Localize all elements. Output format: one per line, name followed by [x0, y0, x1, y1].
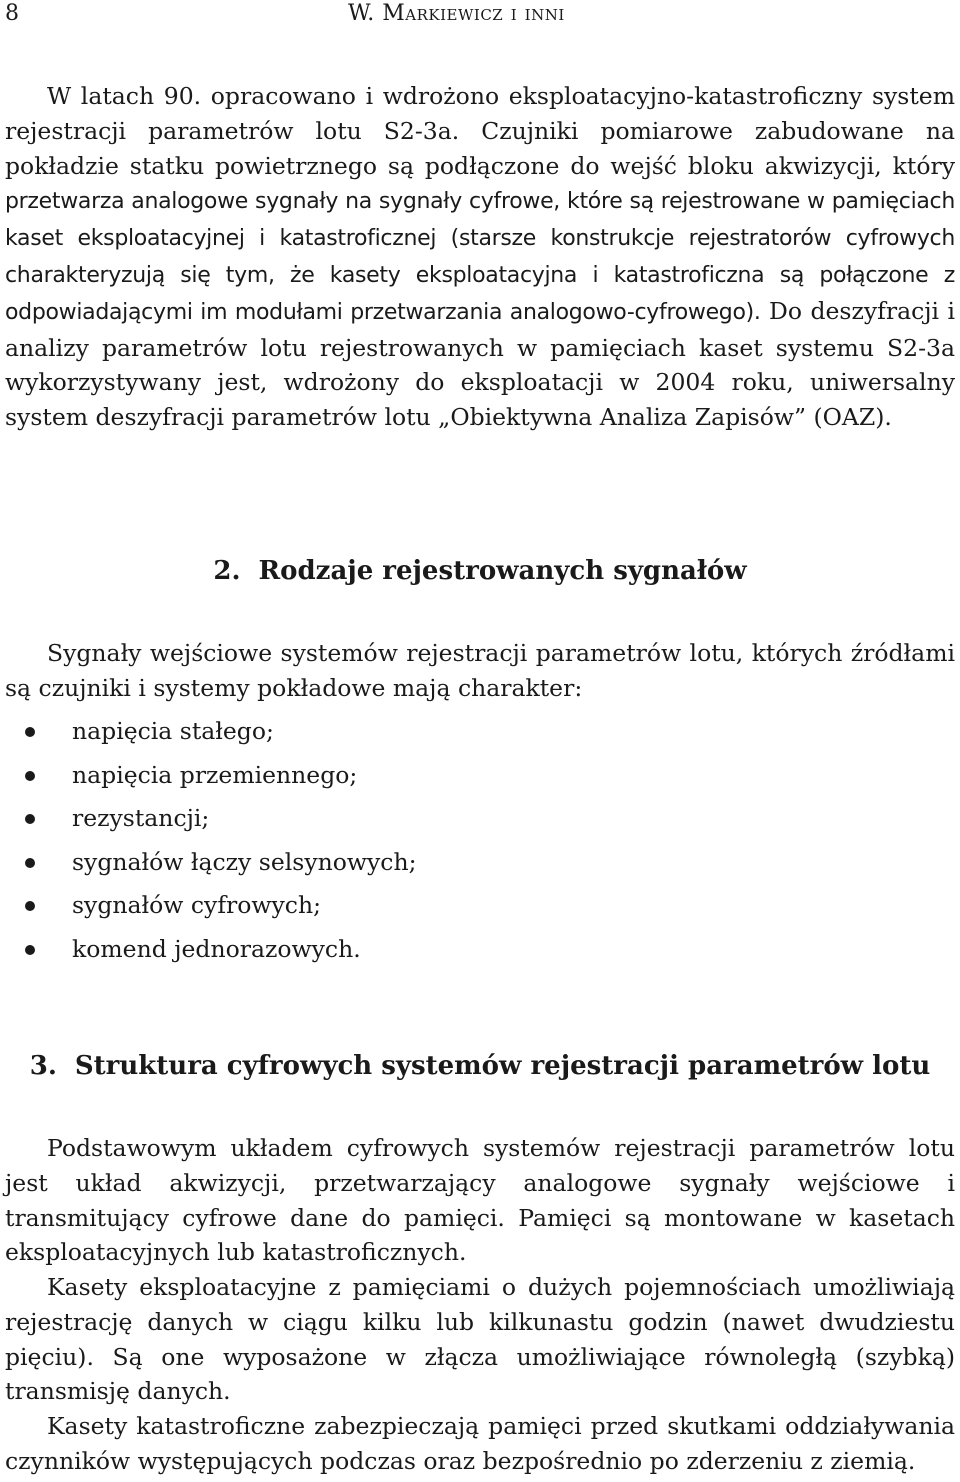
section-3-title: Struktura cyfrowych systemów rejestracji parametrów lotu — [74, 1051, 931, 1081]
intro-text-a: W latach 90. opracowano i wdrożono eksploatacyjno-katastroficzny system rejestracji parametrów lotu S2-3a. Czujniki pomiarowe zabudowane na pokładzie statku powietrznego są podłączone do wejść bloku akwizycji, który — [5, 82, 955, 180]
signal-type-list — [22, 710, 417, 971]
section-3-number: 3. — [29, 1051, 57, 1081]
bullet-icon — [25, 814, 35, 824]
intro-text-sans: przetwarza analogowe sygnały na sygnały cyfrowe, które są rejestrowane w pamięciach kaset eksploatacyjnej i katastroficznej (starsze konstrukcje rejestratorów cyfrowych charakteryzują się tym, że kasety eksploatacyjna i katastroficzna są połączone z odpowiadającymi im modułami przetwarzania analogowo-cyfrowego). — [5, 189, 955, 325]
bullet-icon — [25, 945, 35, 955]
page-header — [0, 0, 960, 36]
section-3-paragraph-1: Podstawowym układem cyfrowych systemów rejestracji parametrów lotu jest układ akwizycji, przetwarzający analogowe sygnały wejściowe i transmitujący cyfrowe dane do pamięci. Pamięci są montowane w kasetach eksploatacyjnych lub katastroficznych. — [5, 1134, 955, 1267]
section-2-title: Rodzaje rejestrowanych sygnałów — [258, 556, 747, 586]
section-3-heading — [0, 1049, 960, 1083]
bullet-icon — [25, 727, 35, 737]
list-item: komend jednorazowych. — [22, 928, 417, 972]
section-3-paragraph-3: Kasety katastroficzne zabezpieczają pamięci przed skutkami oddziaływania czynników występujących podczas oraz bezpośrednio po zderzeniu z ziemią. — [5, 1412, 955, 1475]
list-item: napięcia przemiennego; — [22, 754, 417, 798]
section-3-paragraph-2: Kasety eksploatacyjne z pamięciami o dużych pojemnościach umożliwiają rejestrację danych w ciągu kilku lub kilkunastu godzin (nawet dwudziestu pięciu). Są one wyposażone w złącza umożliwiające równoległą (szybką) transmisję danych. — [5, 1273, 955, 1406]
list-item: sygnałów łączy selsynowych; — [22, 841, 417, 885]
section-2-number: 2. — [213, 556, 241, 586]
running-head: W. Markiewicz i inni — [348, 1, 565, 26]
section-2-intro: Sygnały wejściowe systemów rejestracji parametrów lotu, których źródłami są czujniki i systemy pokładowe mają charakter: — [5, 639, 955, 702]
list-item: sygnałów cyfrowych; — [22, 884, 417, 928]
list-item: napięcia stałego; — [22, 710, 417, 754]
section-2-heading — [0, 554, 960, 588]
page-number: 8 — [5, 1, 19, 26]
bullet-icon — [25, 858, 35, 868]
intro-paragraph — [5, 79, 955, 435]
bullet-icon — [25, 771, 35, 781]
bullet-icon — [25, 901, 35, 911]
list-item: rezystancji; — [22, 797, 417, 841]
intro-text-b: Do deszyfracji i analizy parametrów lotu rejestrowanych w pamięciach kaset systemu S2-3a wykorzystywany jest, wdrożony do eksploatacji w 2004 roku, uniwersalny system deszyfracji parametrów lotu „Obiektywna Analiza Zapisów” (OAZ). — [5, 296, 955, 432]
